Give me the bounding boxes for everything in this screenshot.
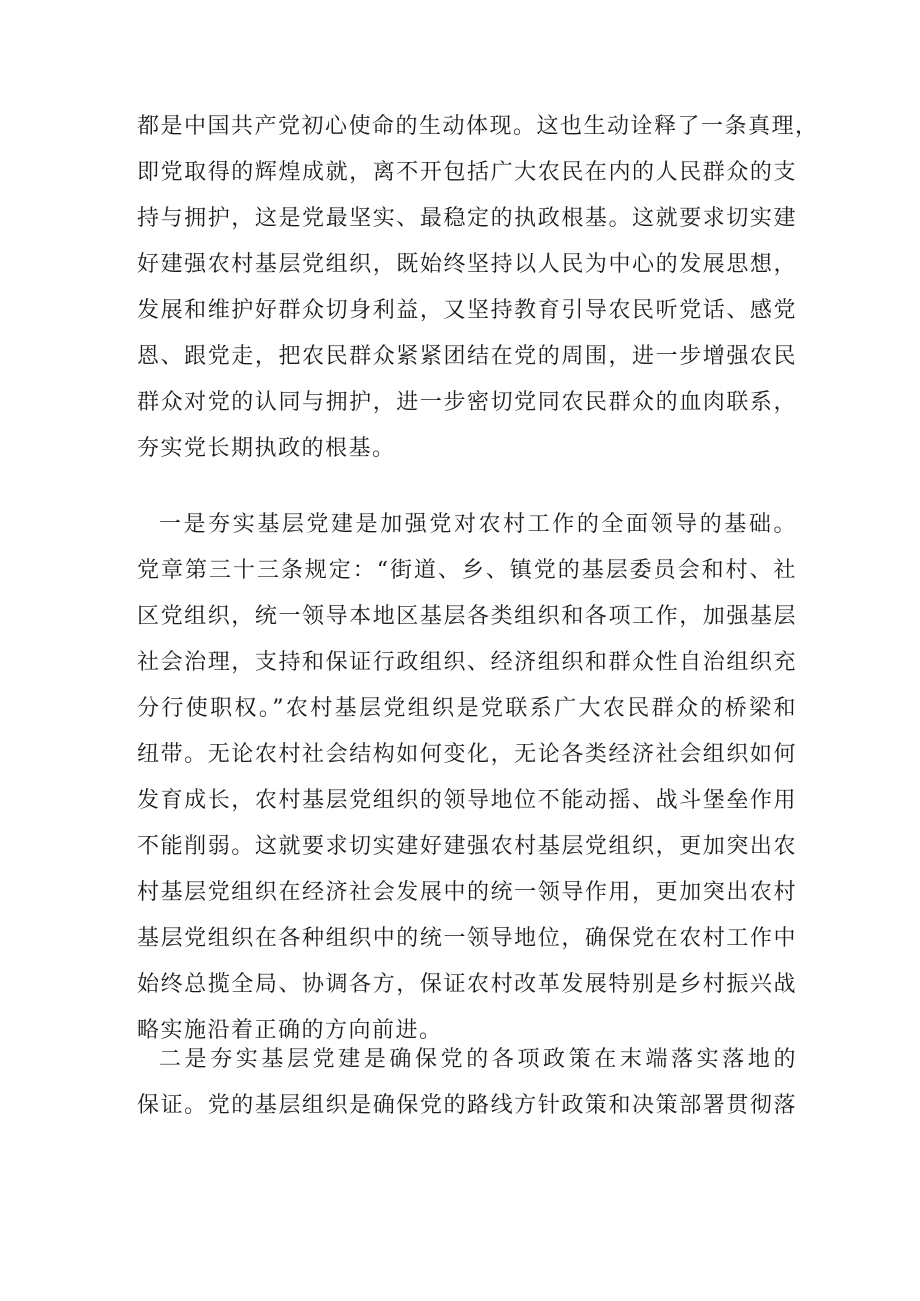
text-line: 即党取得的辉煌成就，离不开包括广大农民在内的人民群众的支	[137, 160, 797, 185]
text-line: 区党组织，统一领导本地区基层各类组织和各项工作，加强基层	[137, 604, 797, 629]
text-line: 分行使职权。”农村基层党组织是党联系广大农民群众的桥梁和	[137, 696, 797, 721]
text-line: 都是中国共产党初心使命的生动体现。这也生动诠释了一条真理，	[137, 114, 819, 139]
text-line: 不能削弱。这就要求切实建好建强农村基层党组织，更加突出农	[137, 834, 797, 859]
text-line: 二是夯实基层党建是确保党的各项政策在末端落实落地的	[159, 1047, 797, 1072]
text-line: 夯实党长期执政的根基。	[137, 436, 396, 461]
text-line: 恩、跟党走，把农民群众紧紧团结在党的周围，进一步增强农民	[137, 344, 797, 369]
text-line: 保证。党的基层组织是确保党的路线方针政策和决策部署贯彻落	[137, 1093, 797, 1118]
text-line: 党章第三十三条规定：“街道、乡、镇党的基层委员会和村、社	[137, 558, 797, 583]
paragraph-2	[137, 502, 797, 1054]
text-line: 略实施沿着正确的方向前进。	[137, 1018, 443, 1043]
text-line: 发育成长，农村基层党组织的领导地位不能动摇、战斗堡垒作用	[137, 788, 797, 813]
text-line: 好建强农村基层党组织，既始终坚持以人民为中心的发展思想，	[137, 252, 797, 277]
text-line: 社会治理，支持和保证行政组织、经济组织和群众性自治组织充	[137, 650, 797, 675]
text-line: 村基层党组织在经济社会发展中的统一领导作用，更加突出农村	[137, 880, 797, 905]
text-line: 纽带。无论农村社会结构如何变化，无论各类经济社会组织如何	[137, 742, 797, 767]
paragraph-1	[137, 104, 819, 472]
paragraph-3	[137, 1037, 797, 1129]
text-line: 基层党组织在各种组织中的统一领导地位，确保党在农村工作中	[137, 926, 797, 951]
text-line: 群众对党的认同与拥护，进一步密切党同农民群众的血肉联系，	[137, 390, 797, 415]
text-line: 一是夯实基层党建是加强党对农村工作的全面领导的基础。	[159, 512, 797, 537]
text-line: 持与拥护，这是党最坚实、最稳定的执政根基。这就要求切实建	[137, 206, 797, 231]
text-line: 始终总揽全局、协调各方，保证农村改革发展特别是乡村振兴战	[137, 972, 797, 997]
text-line: 发展和维护好群众切身利益，又坚持教育引导农民听党话、感党	[137, 298, 797, 323]
